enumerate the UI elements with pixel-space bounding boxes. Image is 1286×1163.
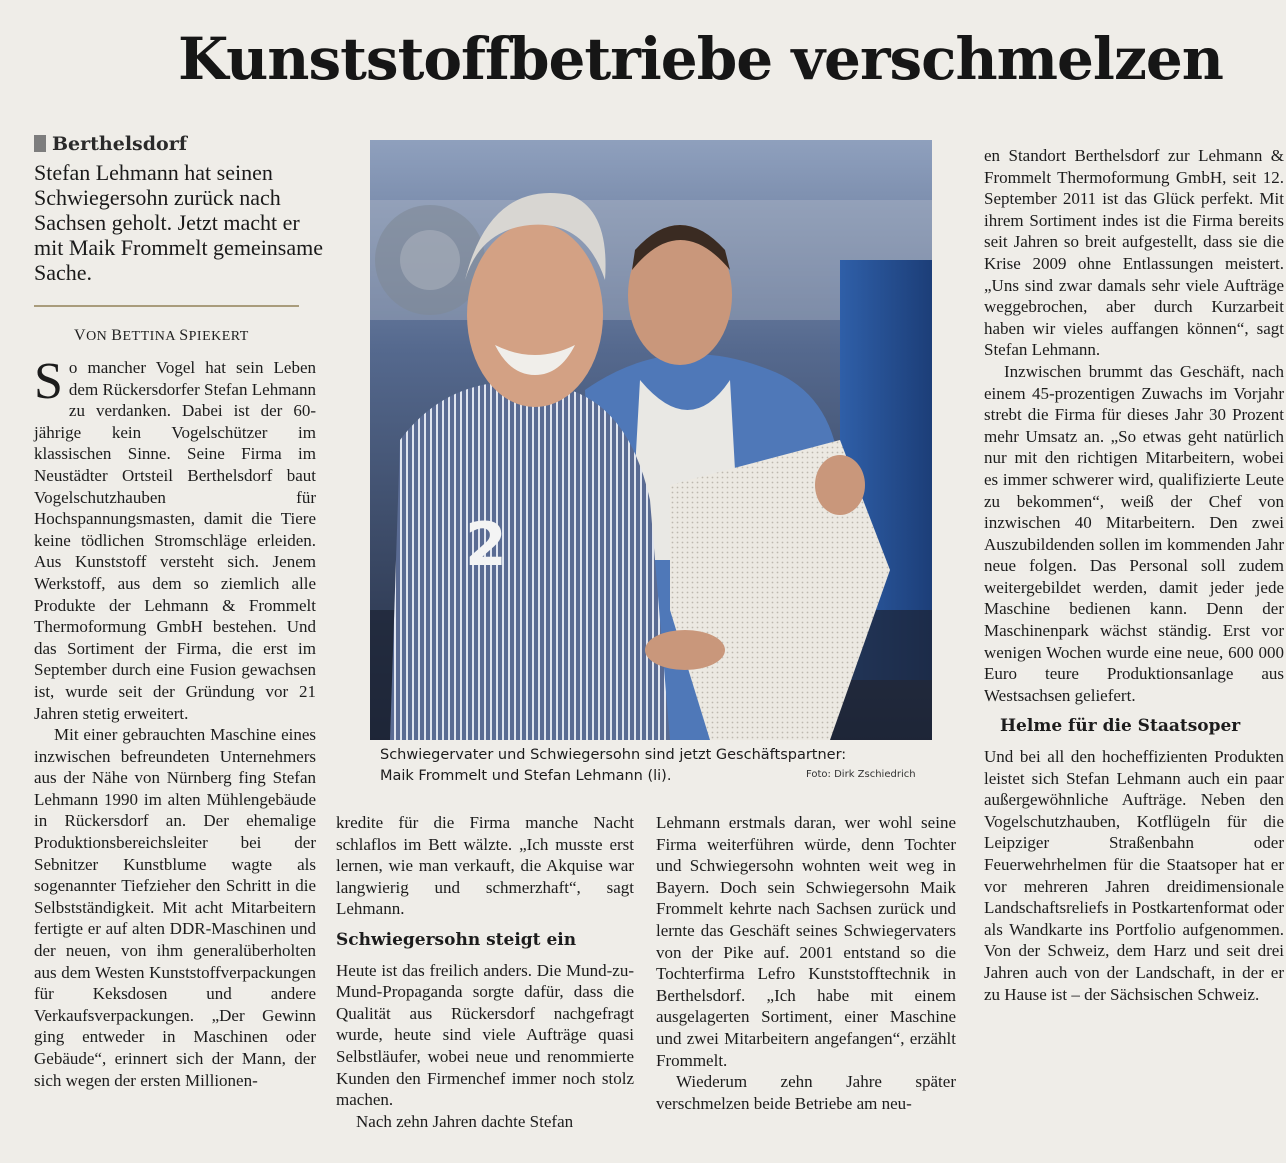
article-column-1	[34, 353, 316, 1091]
paragraph: en Standort Berthelsdorf zur Lehmann & Frommelt Thermoformung GmbH, seit 12. September 2011 ist das Glück perfekt. Mit ihrem Sortiment indes ist die Firma bereits seit Jahren so breit aufgestellt, dass sie die Krise 2009 ohne Entlassungen meistert. „Uns sind zwar damals sehr viele Aufträge weggebrochen, aber durch Kurzarbeit haben wir vieles auffangen können“, sagt Stefan Lehmann.	[984, 146, 1284, 360]
paragraph: Wiederum zehn Jahre später verschmelzen beide Betriebe am neu-	[656, 1072, 956, 1113]
caption-line-1: Schwiegervater und Schwiegersohn sind jetzt Geschäftspartner:	[380, 747, 847, 763]
byline	[74, 327, 249, 345]
paragraph: Lehmann erstmals daran, wer wohl seine Firma weiterführen würde, denn Tochter und Schwiegersohn wohnten weit weg in Bayern. Doch sein Schwiegersohn Maik Frommelt kehrte nach Sachsen zurück und lernte das Geschäft seines Schwiegervaters von der Pike auf. 2001 entstand so die Tochterfirma Lefro Kunststofftechnik in Berthelsdorf. „Ich habe mit einem ausgelagerten Sortiment, einer Maschine und zwei Mitarbeitern angefangen“, erzählt Frommelt.	[656, 813, 956, 1070]
paragraph: Heute ist das freilich anders. Die Mund-zu-Mund-Propaganda sorgte dafür, dass die Qualität aus Rückersdorf nachgefragt wurde, heute sind viele Aufträge quasi Selbstläufer, wobei neue und renommierte Kunden den Firmenchef immer noch stolz machen.	[336, 960, 634, 1110]
byline-author: BETTINA SPIEKERT	[111, 327, 249, 344]
left-man-face	[467, 223, 603, 407]
photo-credit: Foto: Dirk Zschiedrich	[806, 769, 916, 780]
article-headline: Kunststoffbetriebe verschmelzen	[178, 25, 1223, 93]
byline-prefix: VON	[74, 327, 108, 344]
shirt-number: 2	[465, 510, 507, 580]
dateline	[34, 133, 187, 155]
paragraph: Nach zehn Jahren dachte Stefan	[356, 1111, 574, 1131]
paragraph-text: o mancher Vogel hat sein Leben dem Rückersdorfer Stefan Lehmann zu verdanken. Dabei ist der 60-jährige kein Vogelschützer im klassischen Sinne. Seine Firma im Neustädter Ortsteil Berthelsdorf baut Vogelschutzhauben für Hochspannungsmasten, damit die Tiere keine tödlichen Stromschläge erleiden. Aus Kunststoff versteht sich. Jenem Werkstoff, aus dem so ziemlich alle Produkte der Lehmann & Frommelt Thermoformung GmbH bestehen. Und das Sortiment der Firma, die erst im September durch eine Fusion gewachsen ist, wurde seit der Gründung vor 21 Jahren stetig erweitert.	[34, 358, 316, 723]
drop-cap: S	[34, 353, 63, 410]
lead-divider	[34, 305, 299, 307]
dateline-text: Berthelsdorf	[52, 133, 187, 155]
lead-paragraph: Stefan Lehmann hat seinen Schwiegersohn zurück nach Sachsen geholt. Jetzt macht er mit Maik Frommelt gemeinsame Sache.	[34, 160, 324, 285]
photo-illustration	[370, 140, 932, 740]
paragraph: Und bei all den hocheffizienten Produkten leistet sich Stefan Lehmann auch ein paar außergewöhnliche Aufträge. Neben den Vogelschutzhauben, Kotflügeln für die Leipziger Straßenbahn oder Feuerwehrhelmen für die Staatsoper hat er vor mehreren Jahren dreidimensionale Landschaftsreliefs in Postkartenformat oder als Wandkarte ins Portfolio aufgenommen. Von der Schweiz, dem Harz und seit drei Jahren auch von der Landschaft, in der er zu Hause ist – der Sächsischen Schweiz.	[984, 747, 1284, 1004]
article-column-4	[984, 145, 1284, 1005]
paragraph: kredite für die Firma manche Nacht schlaflos im Bett wälzte. „Ich musste erst lernen, wie man verkauft, die Akquise war langwierig und schmerzhaft“, sagt Lehmann.	[336, 813, 634, 919]
subheading: Schwiegersohn steigt ein	[336, 929, 577, 950]
caption-line-2: Maik Frommelt und Stefan Lehmann (li).	[380, 768, 672, 784]
paragraph	[34, 353, 316, 724]
dateline-marker	[34, 135, 46, 152]
photo-caption	[380, 745, 930, 787]
article-column-3	[656, 812, 956, 1114]
subheading: Helme für die Staatsoper	[1000, 716, 1241, 737]
paragraph: Inzwischen brummt das Geschäft, nach einem 45-prozentigen Zuwachs im Vorjahr strebt die Firma für dieses Jahr 30 Prozent mehr Umsatz an. „So etwas geht natürlich nur mit den richtigen Mitarbeitern, wobei es immer schwerer wird, qualifizierte Leute zu bekommen“, weiß der Chef von inzwischen 40 Mitarbeitern. Den zwei Auszubildenden sollen im kommenden Jahr neue folgen. Das Personal soll zudem weitergebildet werden, damit jeder jede Maschine bedienen kann. Denn der Maschinenpark wächst ständig. Erst vor wenigen Wochen wurde eine neue, 600 000 Euro teure Produktionsanlage aus Westsachsen geliefert.	[984, 361, 1284, 705]
article-column-2	[336, 812, 634, 1132]
article-photo	[370, 140, 932, 740]
paragraph: Mit einer gebrauchten Maschine eines inzwischen befreundeten Unternehmers aus der Nähe von Nürnberg fing Stefan Lehmann 1990 im alten Mühlengebäude in Rückersdorf an. Der ehemalige Produktionsbereichsleiter bei der Sebnitzer Kunstblume wagte als sogenannter Tiefzieher den Schritt in die Selbstständigkeit. Mit acht Mitarbeitern fertigte er auf alten DDR-Maschinen und der neuen, von ihm generalüberholten aus dem Westen Kunststoffverpackungen für Keksdosen und andere Verkaufsverpackungen. „Der Gewinn ging entweder in Maschinen oder Gebäude“, erinnert sich der Mann, der sich wegen der ersten Millionen-	[34, 725, 316, 1090]
